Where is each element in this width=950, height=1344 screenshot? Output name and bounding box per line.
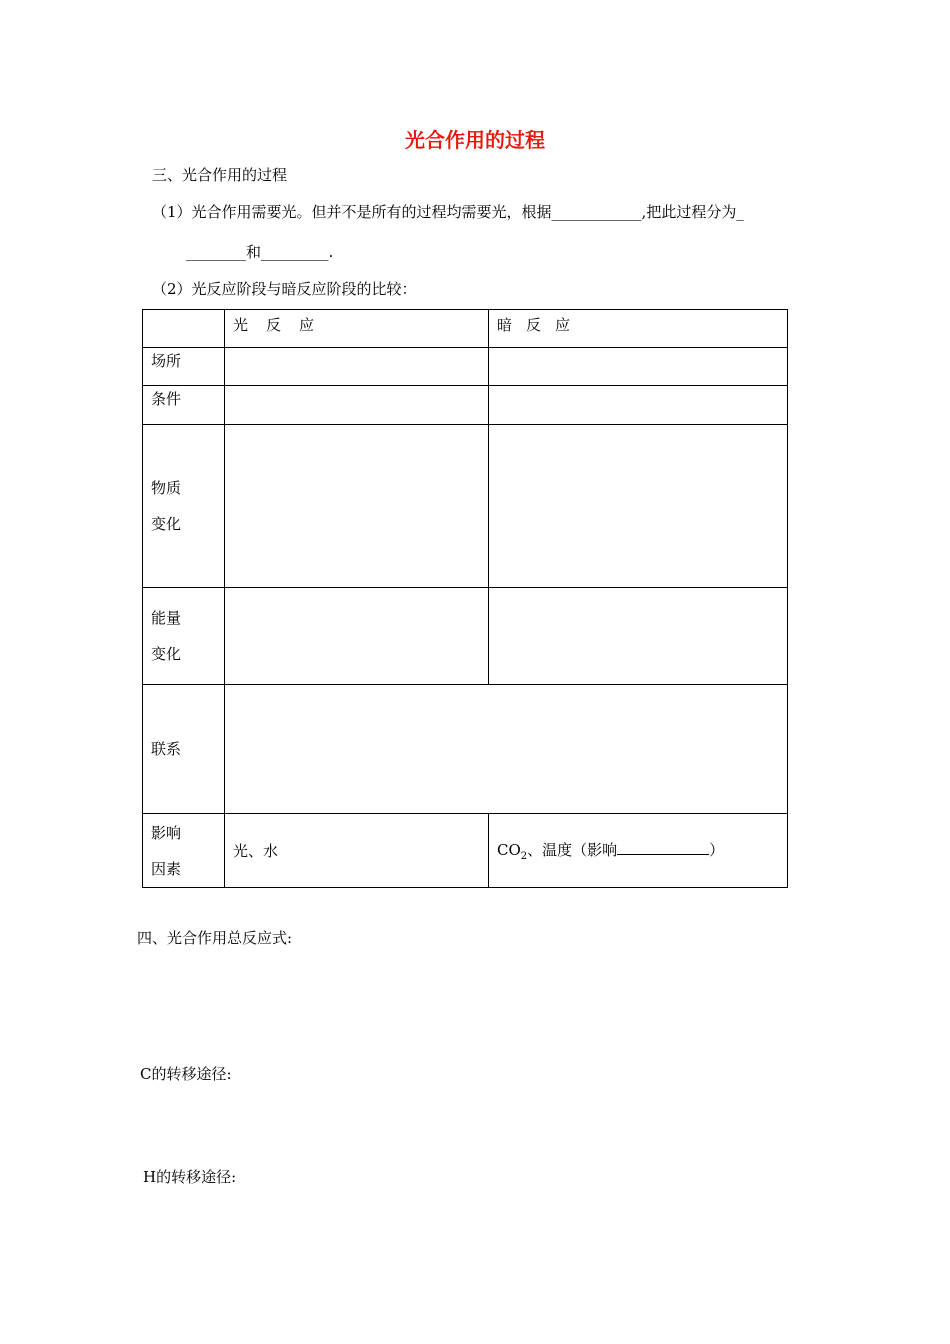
dark-factors-cell xyxy=(489,814,788,888)
row-label-energy-line-1: 能量 xyxy=(151,609,182,627)
dark-place-cell xyxy=(489,348,788,386)
question-1-line-1: （1）光合作用需要光。但并不是所有的过程均需要光，根据____________,把此过程分为_ xyxy=(152,203,744,221)
blank-underline xyxy=(617,840,709,855)
light-energy-cell xyxy=(225,588,489,685)
row-label-matter-line-1: 物质 xyxy=(151,479,182,497)
header-empty-cell xyxy=(143,310,225,348)
section-3-heading: 三、光合作用的过程 xyxy=(152,166,288,184)
row-label-matter xyxy=(143,425,225,588)
table-header-row xyxy=(143,310,788,348)
hydrogen-transfer-line: H的转移途径: xyxy=(143,1168,237,1186)
light-factors-cell: 光、水 xyxy=(225,814,489,888)
light-matter-cell xyxy=(225,425,489,588)
row-label-matter-line-2: 变化 xyxy=(151,515,182,533)
table-row-place xyxy=(143,348,788,386)
comparison-table xyxy=(142,309,788,888)
dark-matter-cell xyxy=(489,425,788,588)
co2-text: $CO_2$ xyxy=(497,841,528,862)
question-1-line-2: ________和_________. xyxy=(186,243,334,261)
row-label-place: 场所 xyxy=(143,348,225,386)
section-4-heading: 四、光合作用总反应式: xyxy=(137,929,293,947)
dark-energy-cell xyxy=(489,588,788,685)
row-label-factors-line-1: 影响 xyxy=(151,823,182,842)
row-label-relation: 联系 xyxy=(143,685,225,814)
relation-cell xyxy=(225,685,788,814)
dark-factors-suffix: ） xyxy=(709,841,725,859)
table-row-energy xyxy=(143,588,788,685)
dark-condition-cell xyxy=(489,386,788,425)
light-place-cell xyxy=(225,348,489,386)
carbon-transfer-line: C的转移途径: xyxy=(140,1065,232,1083)
row-label-factors xyxy=(143,814,225,888)
table-row-condition xyxy=(143,386,788,425)
table-row-relation xyxy=(143,685,788,814)
row-label-energy xyxy=(143,588,225,685)
question-2-line: （2）光反应阶段与暗反应阶段的比较： xyxy=(152,280,417,298)
header-light-reaction: 光 反 应 xyxy=(225,310,489,348)
light-condition-cell xyxy=(225,386,489,425)
header-dark-reaction: 暗 反 应 xyxy=(489,310,788,348)
dark-factors-middle: 、温度（影响 xyxy=(527,841,618,859)
page-title: 光合作用的过程 xyxy=(405,128,545,152)
row-label-condition: 条件 xyxy=(143,386,225,425)
table-row-factors xyxy=(143,814,788,888)
row-label-energy-line-2: 变化 xyxy=(151,645,182,663)
row-label-factors-line-2: 因素 xyxy=(151,859,182,878)
table-row-matter xyxy=(143,425,788,588)
